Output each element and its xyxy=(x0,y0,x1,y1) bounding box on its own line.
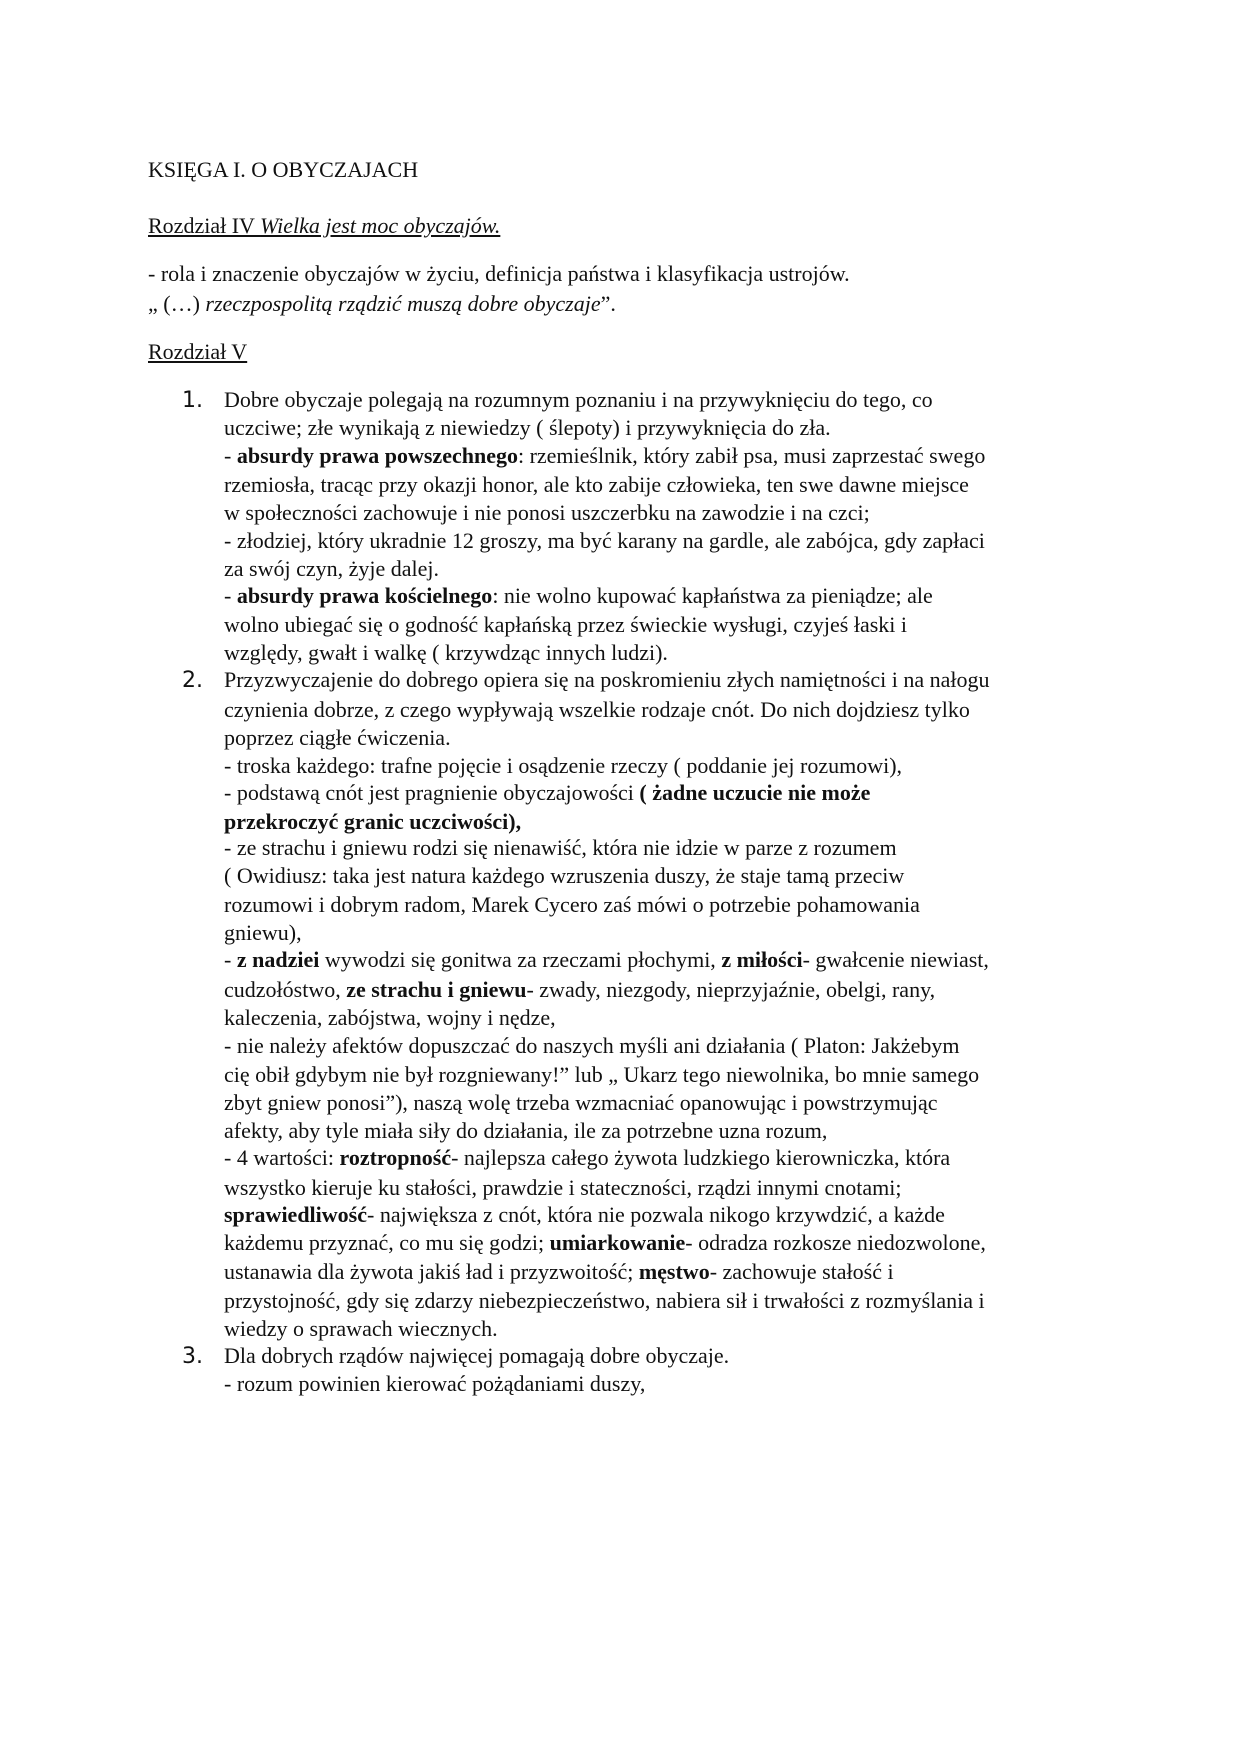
item2-line-x: wiedzy o sprawach wiecznych. xyxy=(224,1316,498,1341)
chapter-4-label: Rozdział IV xyxy=(148,213,261,238)
item1-line-h xyxy=(224,582,933,610)
quote-open: „ (…) xyxy=(148,291,206,316)
bold-term: absurdy prawa powszechnego xyxy=(236,443,518,468)
list-number-2: 2. xyxy=(182,668,203,693)
bold-term: męstwo xyxy=(638,1259,710,1284)
chapter-4-quote xyxy=(148,290,616,318)
item1-line-b: uczciwe; złe wynikają z niewiedzy ( ślepoty) i przywyknięcia do zła. xyxy=(224,415,831,440)
bold-term: ( żadne uczucie nie może xyxy=(639,780,871,805)
item2-line-u xyxy=(224,1229,986,1257)
item1-line-c xyxy=(224,442,985,470)
item2-line-q: afekty, aby tyle miała siły do działania, ile za potrzebne uzna rozum, xyxy=(224,1118,828,1143)
item1-line-j: względy, gwałt i walkę ( krzywdząc innych ludzi). xyxy=(224,640,668,665)
item2-line-w: przystojność, gdy się zdarzy niebezpieczeństwo, nabiera sił i trwałości z rozmyślania i xyxy=(224,1288,985,1313)
chapter-4-heading xyxy=(148,212,500,240)
chapter-4-title: Wielka jest moc obyczajów. xyxy=(260,213,501,238)
item2-line-s: wszystko kieruje ku stałości, prawdzie i stateczności, rządzi innymi cnotami; xyxy=(224,1175,902,1200)
bold-term: umiarkowanie xyxy=(549,1230,686,1255)
item2-line-i: rozumowi i dobrym radom, Marek Cycero zaś mówi o potrzebie pohamowania xyxy=(224,892,920,917)
item2-line-c: poprzez ciągłe ćwiczenia. xyxy=(224,725,451,750)
text: ustanawia dla żywota jakiś ład i przyzwoitość; xyxy=(224,1259,639,1284)
item1-line-d: rzemiosła, tracąc przy okazji honor, ale kto zabije człowieka, ten swe dawne miejsce xyxy=(224,472,969,497)
item3-line-a: Dla dobrych rządów najwięcej pomagają dobre obyczaje. xyxy=(224,1343,730,1368)
item2-line-t xyxy=(224,1201,945,1229)
bold-term: sprawiedliwość xyxy=(224,1202,367,1227)
item2-line-o: cię obił gdybym nie był rozgniewany!” lub „ Ukarz tego niewolnika, bo mnie samego xyxy=(224,1062,980,1087)
item1-line-e: w społeczności zachowuje i nie ponosi uszczerbku na zawodzie i na czci; xyxy=(224,500,870,525)
chapter-4-line-1: - rola i znaczenie obyczajów w życiu, definicja państwa i klasyfikacja ustrojów. xyxy=(148,261,850,286)
text: - odradza rozkosze niedozwolone, xyxy=(685,1230,986,1255)
dash: - xyxy=(224,947,237,972)
bold-term: przekroczyć granic uczciwości), xyxy=(224,809,522,834)
item1-line-a: Dobre obyczaje polegają na rozumnym poznaniu i na przywyknięciu do tego, co xyxy=(224,387,933,412)
item1-line-f: - złodziej, który ukradnie 12 groszy, ma być karany na gardle, ale zabójca, gdy zapłaci xyxy=(224,528,985,553)
item2-line-j: gniewu), xyxy=(224,920,302,945)
item2-line-d: - troska każdego: trafne pojęcie i osądzenie rzeczy ( poddanie jej rozumowi), xyxy=(224,753,903,778)
text: cudzołóstwo, xyxy=(224,977,347,1002)
bold-term: z nadziei xyxy=(236,947,320,972)
item2-line-g: - ze strachu i gniewu rodzi się nienawiść, która nie idzie w parze z rozumem xyxy=(224,835,897,860)
quote-close: ”. xyxy=(600,291,616,316)
item2-line-m: kaleczenia, zabójstwa, wojny i nędze, xyxy=(224,1005,556,1030)
item2-line-e xyxy=(224,779,870,807)
item2-line-n: - nie należy afektów dopuszczać do naszych myśli ani działania ( Platon: Jakżebym xyxy=(224,1033,960,1058)
bold-term: z miłości xyxy=(721,947,803,972)
item1-line-i: wolno ubiegać się o godność kapłańską przez świeckie wysługi, czyjeś łaski i xyxy=(224,612,908,637)
text: - zachowuje stałość i xyxy=(709,1259,894,1284)
text: - podstawą cnót jest pragnienie obyczajowości xyxy=(224,780,640,805)
item3-line-b: - rozum powinien kierować pożądaniami duszy, xyxy=(224,1371,646,1396)
item2-line-p: zbyt gniew ponosi”), naszą wolę trzeba wzmacniać opanowując i powstrzymując xyxy=(224,1090,938,1115)
item2-line-b: czynienia dobrze, z czego wypływają wszelkie rodzaje cnót. Do nich dojdziesz tylko xyxy=(224,697,970,722)
item2-line-k xyxy=(224,946,989,974)
dash: - xyxy=(224,443,237,468)
text: - największa z cnót, która nie pozwala nikogo krzywdzić, a każde xyxy=(367,1202,945,1227)
text: każdemu przyznać, co mu się godzi; xyxy=(224,1230,550,1255)
text: - 4 wartości: xyxy=(224,1145,340,1170)
quote-text: rzeczpospolitą rządzić muszą dobre obyczaje xyxy=(205,291,601,316)
item2-line-r xyxy=(224,1144,950,1172)
text: - zwady, niezgody, nieprzyjaźnie, obelgi, rany, xyxy=(526,977,936,1002)
item2-line-h: ( Owidiusz: taka jest natura każdego wzruszenia duszy, że staje tamą przeciw xyxy=(224,863,905,888)
item2-line-f xyxy=(224,808,521,836)
item2-line-v xyxy=(224,1258,894,1286)
dash: - xyxy=(224,583,237,608)
text: - najlepsza całego żywota ludzkiego kierowniczka, która xyxy=(451,1145,951,1170)
bold-term: roztropność xyxy=(339,1145,452,1170)
chapter-5-heading: Rozdział V xyxy=(148,339,248,364)
text: wywodzi się gonitwa za rzeczami płochymi, xyxy=(319,947,722,972)
bold-term: absurdy prawa kościelnego xyxy=(236,583,493,608)
text: : rzemieślnik, który zabił psa, musi zaprzestać swego xyxy=(517,443,986,468)
bold-term: ze strachu i gniewu xyxy=(346,977,527,1002)
item2-line-a: Przyzwyczajenie do dobrego opiera się na poskromieniu złych namiętności i na nałogu xyxy=(224,667,990,692)
book-heading: KSIĘGA I. O OBYCZAJACH xyxy=(148,157,419,182)
item1-line-g: za swój czyn, żyje dalej. xyxy=(224,556,440,581)
item2-line-l xyxy=(224,976,935,1004)
text: : nie wolno kupować kapłaństwa za pieniądze; ale xyxy=(492,583,933,608)
list-number-1: 1. xyxy=(182,388,203,413)
list-number-3: 3. xyxy=(182,1344,203,1369)
text: - gwałcenie niewiast, xyxy=(802,947,989,972)
